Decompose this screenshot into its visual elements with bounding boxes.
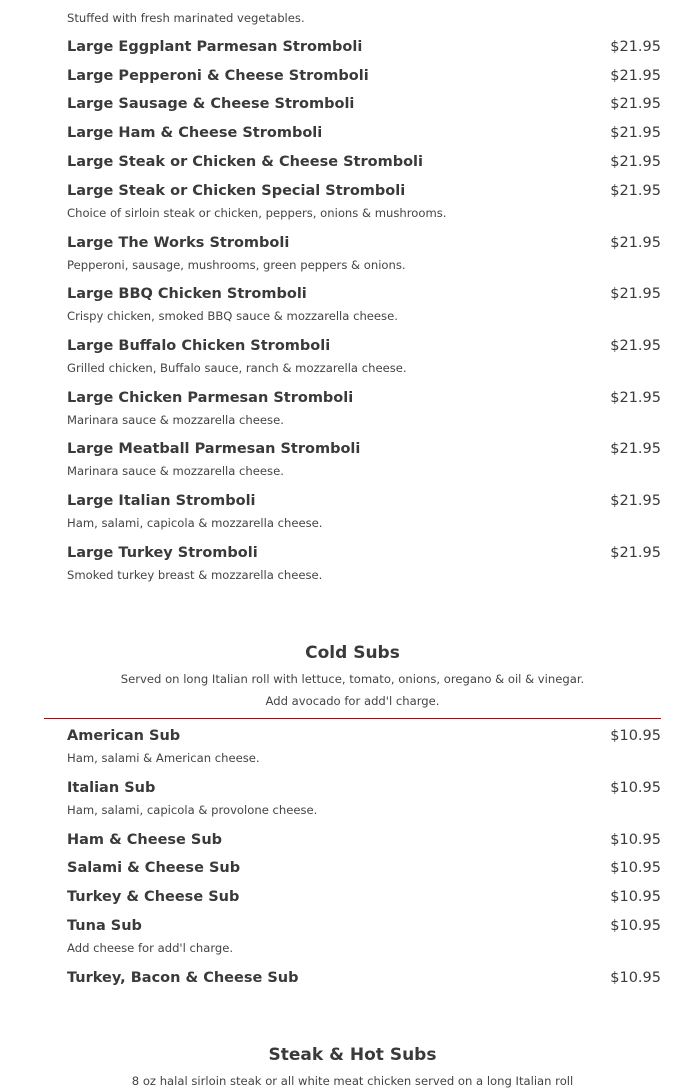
menu-item[interactable]	[67, 153, 661, 171]
menu-item[interactable]	[67, 544, 661, 582]
item-price: $21.95	[610, 125, 661, 141]
menu-item[interactable]	[67, 779, 661, 817]
item-description: Pepperoni, sausage, mushrooms, green peppers & onions.	[67, 258, 406, 272]
item-name: Large Pepperoni & Cheese Stromboli	[67, 68, 369, 84]
item-name: Turkey, Bacon & Cheese Sub	[67, 970, 299, 986]
menu-item[interactable]	[67, 389, 661, 427]
menu-item[interactable]	[67, 727, 661, 765]
section-title: Cold Subs	[305, 643, 400, 663]
menu-item[interactable]	[67, 67, 661, 85]
item-name: Italian Sub	[67, 780, 156, 796]
section-subtitle: Served on long Italian roll with lettuce, tomato, onions, oregano & oil & vinegar.	[120, 672, 585, 686]
section-title: Steak & Hot Subs	[268, 1045, 437, 1065]
item-name: Large Steak or Chicken Special Stromboli	[67, 183, 406, 199]
item-description: Stuffed with fresh marinated vegetables.	[67, 11, 305, 25]
item-price: $21.95	[610, 68, 661, 84]
item-description: Crispy chicken, smoked BBQ sauce & mozzarella cheese.	[67, 309, 398, 323]
item-name: Large Eggplant Parmesan Stromboli	[67, 39, 363, 55]
item-description: Ham, salami, capicola & mozzarella cheese.	[67, 516, 323, 530]
item-name: Large BBQ Chicken Stromboli	[67, 286, 307, 302]
item-description: Smoked turkey breast & mozzarella cheese.	[67, 568, 323, 582]
menu-item[interactable]	[67, 234, 661, 272]
item-name: Large Italian Stromboli	[67, 493, 256, 509]
menu-item[interactable]	[67, 859, 661, 877]
item-price: $21.95	[610, 154, 661, 170]
item-name: Tuna Sub	[67, 918, 142, 934]
section-divider	[44, 718, 661, 719]
item-name: Large Turkey Stromboli	[67, 545, 258, 561]
section-subtitle: Add avocado for add'l charge.	[265, 694, 440, 708]
item-price: $21.95	[610, 39, 661, 55]
item-name: Salami & Cheese Sub	[67, 860, 241, 876]
item-description: Ham, salami, capicola & provolone cheese.	[67, 803, 318, 817]
item-price: $10.95	[610, 728, 661, 744]
item-price: $21.95	[610, 493, 661, 509]
item-price: $21.95	[610, 286, 661, 302]
item-price: $10.95	[610, 970, 661, 986]
menu-item[interactable]	[67, 38, 661, 56]
item-price: $10.95	[610, 780, 661, 796]
item-description: Marinara sauce & mozzarella cheese.	[67, 413, 284, 427]
item-price: $21.95	[610, 96, 661, 112]
item-price: $10.95	[610, 918, 661, 934]
menu-item[interactable]	[67, 95, 661, 113]
menu-item[interactable]	[67, 969, 661, 987]
item-description: Ham, salami & American cheese.	[67, 751, 260, 765]
menu-item[interactable]	[67, 831, 661, 849]
item-name: Turkey & Cheese Sub	[67, 889, 240, 905]
menu-item[interactable]	[67, 124, 661, 142]
menu-item[interactable]	[67, 917, 661, 955]
menu-item[interactable]	[67, 285, 661, 323]
item-name: Ham & Cheese Sub	[67, 832, 223, 848]
item-name: Large Ham & Cheese Stromboli	[67, 125, 323, 141]
item-name: Large Sausage & Cheese Stromboli	[67, 96, 355, 112]
menu-item[interactable]	[67, 440, 661, 478]
item-name: Large Meatball Parmesan Stromboli	[67, 441, 361, 457]
item-name: Large Steak or Chicken & Cheese Stromboli	[67, 154, 423, 170]
item-description: Marinara sauce & mozzarella cheese.	[67, 464, 284, 478]
item-name: American Sub	[67, 728, 181, 744]
menu-item[interactable]	[67, 492, 661, 530]
item-price: $21.95	[610, 441, 661, 457]
item-price: $21.95	[610, 545, 661, 561]
item-description: Grilled chicken, Buffalo sauce, ranch & mozzarella cheese.	[67, 361, 407, 375]
item-name: Large The Works Stromboli	[67, 235, 290, 251]
item-price: $10.95	[610, 889, 661, 905]
item-name: Large Buffalo Chicken Stromboli	[67, 338, 331, 354]
menu-item[interactable]	[67, 888, 661, 906]
item-description: Choice of sirloin steak or chicken, peppers, onions & mushrooms.	[67, 206, 447, 220]
item-description: Add cheese for add'l charge.	[67, 941, 234, 955]
item-price: $10.95	[610, 860, 661, 876]
section-subtitle: 8 oz halal sirloin steak or all white meat chicken served on a long Italian roll	[131, 1074, 574, 1088]
item-price: $21.95	[610, 390, 661, 406]
item-price: $21.95	[610, 183, 661, 199]
item-price: $21.95	[610, 338, 661, 354]
menu-item[interactable]	[67, 182, 661, 220]
item-price: $21.95	[610, 235, 661, 251]
item-price: $10.95	[610, 832, 661, 848]
menu-item[interactable]	[67, 337, 661, 375]
item-name: Large Chicken Parmesan Stromboli	[67, 390, 354, 406]
